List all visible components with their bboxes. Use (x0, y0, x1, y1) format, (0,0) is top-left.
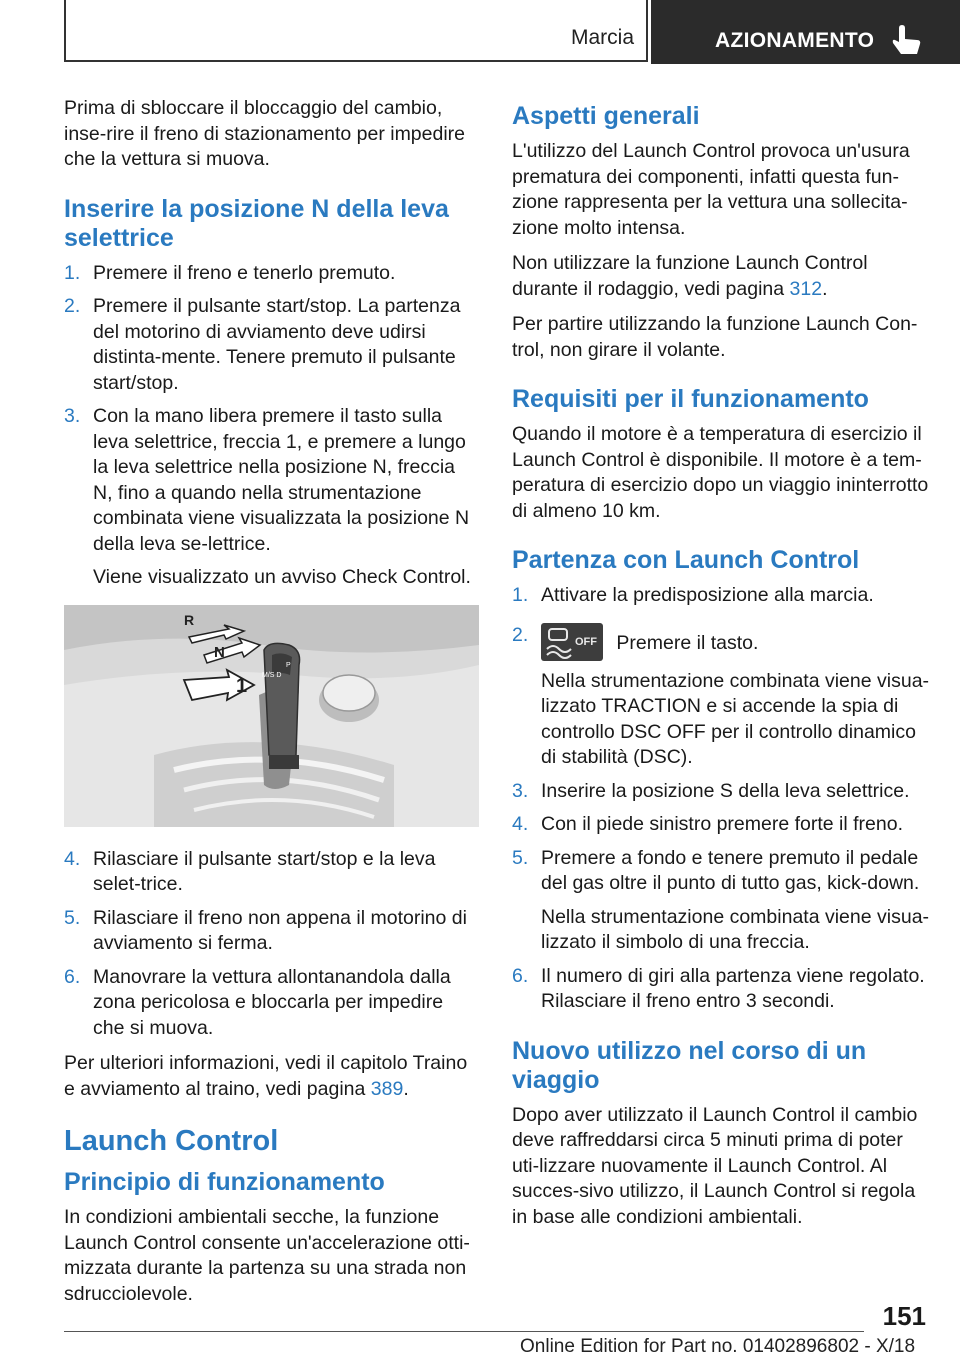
step-text: Con la mano libera premere il tasto sulla leva selettrice, freccia 1, e premere a lungo la leva selettrice nella posizione N, freccia N, fino a quando nella strumentazione combinata viene visualizzata la posizione N della leva se-lettrice. (93, 405, 470, 555)
step-number: 6. (64, 965, 81, 988)
list-item (512, 583, 930, 609)
gear-selector-figure (64, 605, 479, 827)
principle-paragraph: In condizioni ambientali secche, la funzione Launch Control consente un'accelerazione otti-mizzata durante la partenza su una strada non sdrucciolevole. (64, 1206, 470, 1305)
reuse-paragraph: Dopo aver utilizzato il Launch Control il cambio deve raffreddarsi circa 5 minuti prima di poter uti-lizzare nuovamente il Launch Control. Al succes-sivo utilizzo, il Launch Control si regola in base alle condizioni ambientali. (512, 1103, 918, 1228)
list-item (64, 847, 479, 898)
list-item (64, 404, 479, 591)
section-title: AZIONAMENTO (715, 29, 875, 52)
page-number: 151 (882, 1301, 926, 1331)
step-note: Viene visualizzato un avviso Check Control. (93, 566, 471, 588)
list-item (64, 906, 479, 957)
step-text: Il numero di giri alla partenza viene regolato. Rilasciare il freno entro 3 secondi. (541, 964, 925, 1012)
more-info-text: Per ulteriori informazioni, vedi il capitolo Traino e avviamento al traino, vedi pagina (64, 1052, 468, 1100)
right-column (512, 96, 930, 1240)
step-text: Rilasciare il pulsante start/stop e la leva selet-trice. (93, 847, 436, 895)
page-link-312[interactable]: 312 (789, 277, 823, 300)
steps-neutral-b (64, 847, 479, 1042)
step-number: 6. (512, 964, 529, 987)
more-info-paragraph: Per ulteriori informazioni, vedi il capitolo Traino e avviamento al traino, vedi pagina 389. (64, 1052, 468, 1100)
heading-neutral-position: Inserire la posizione N della leva selettrice (64, 194, 449, 252)
subsection-tab (64, 0, 648, 62)
requirements-paragraph: Quando il motore è a temperatura di esercizio il Launch Control è disponibile. Il motore è a tem-peratura di esercizio dopo un viaggio ininterrotto di almeno 10 km. (512, 423, 929, 522)
list-item (64, 261, 479, 287)
label-p: P (286, 661, 291, 669)
heading-launch-start: Partenza con Launch Control (512, 546, 860, 574)
step-number: 2. (512, 623, 529, 646)
steps-neutral-a (64, 261, 479, 591)
list-item (512, 846, 930, 956)
step-text: Manovrare la vettura allontanandola dalla zona pericolosa e bloccarla per impedire che si muova. (93, 965, 451, 1039)
page-header (0, 0, 960, 66)
intro-paragraph: Prima di sbloccare il bloccaggio del cambio, inse-rire il freno di stazionamento per impedire che la vettura si muova. (64, 97, 466, 170)
subsection-title: Marcia (570, 26, 634, 49)
footer-divider (64, 1331, 864, 1332)
step-text: Inserire la posizione S della leva selettrice. (541, 779, 910, 802)
list-item (512, 964, 930, 1015)
step-text: Premere il freno e tenerlo premuto. (93, 261, 396, 284)
label-gear: M/S D (262, 671, 282, 679)
dsc-off-button-icon (541, 623, 603, 661)
heading-launch-control: Launch Control (64, 1125, 279, 1157)
label-r: R (184, 611, 195, 628)
heading-requirements: Requisiti per il funzionamento (512, 385, 869, 413)
list-item (64, 965, 479, 1042)
list-item (512, 623, 930, 771)
step-note: Nella strumentazione combinata viene visua-lizzato il simbolo di una freccia. (541, 905, 930, 953)
step-number: 5. (64, 906, 81, 929)
step-number: 1. (64, 261, 81, 284)
step-text: Premere il tasto. (616, 631, 759, 654)
list-item (512, 812, 930, 838)
step-number: 1. (512, 584, 529, 606)
step-text: Premere il pulsante start/stop. La partenza del motorino di avviamento deve udirsi distinta-mente. Tenere premuto il pulsante start/stop. (93, 295, 461, 394)
heading-general: Aspetti generali (512, 102, 700, 130)
step-text: Premere a fondo e tenere premuto il pedale del gas oltre il punto di tutto gas, kick-down. (541, 846, 920, 894)
steps-launch (512, 583, 930, 1015)
edition-text: Online Edition for Part no. 01402896802 - X/18 (520, 1336, 916, 1357)
label-1: 1 (236, 674, 248, 697)
general-paragraph-1: L'utilizzo del Launch Control provoca un'usura prematura dei componenti, infatti questa fun-zione rappresenta per la vettura una sollecita-zione molto intensa. (512, 140, 910, 239)
step-number: 4. (512, 813, 529, 835)
step-number: 3. (64, 405, 81, 427)
left-column (64, 96, 479, 1317)
list-item (64, 294, 479, 396)
heading-principle: Principio di funzionamento (64, 1168, 385, 1196)
step-number: 2. (64, 295, 81, 317)
section-tab (651, 0, 960, 64)
step-number: 3. (512, 779, 529, 802)
dsc-off-label: OFF (575, 635, 597, 648)
step-number: 4. (64, 847, 81, 870)
step-number: 5. (512, 846, 529, 869)
heading-reuse: Nuovo utilizzo nel corso di un viaggio (512, 1036, 867, 1094)
gear-selector-illustration (64, 605, 479, 827)
page-link-389[interactable]: 389 (370, 1077, 404, 1100)
general-text: Non utilizzare la funzione Launch Control durante il rodaggio, vedi pagina (512, 252, 868, 300)
hand-pointer-icon (891, 24, 927, 58)
step-text: Attivare la predisposizione alla marcia. (541, 584, 874, 606)
step-text: Con il piede sinistro premere forte il freno. (541, 813, 903, 835)
list-item (512, 779, 930, 805)
step-text: Rilasciare il freno non appena il motorino di avviamento si ferma. (93, 906, 467, 954)
label-n: N (214, 643, 225, 661)
general-paragraph-3: Per partire utilizzando la funzione Launch Con-trol, non girare il volante. (512, 313, 918, 361)
general-paragraph-2: Non utilizzare la funzione Launch Control durante il rodaggio, vedi pagina 312. (512, 252, 868, 300)
step-note: Nella strumentazione combinata viene visua-lizzato TRACTION e si accende la spia di controllo DSC OFF per il controllo dinamico di stabilità (DSC). (541, 669, 930, 768)
